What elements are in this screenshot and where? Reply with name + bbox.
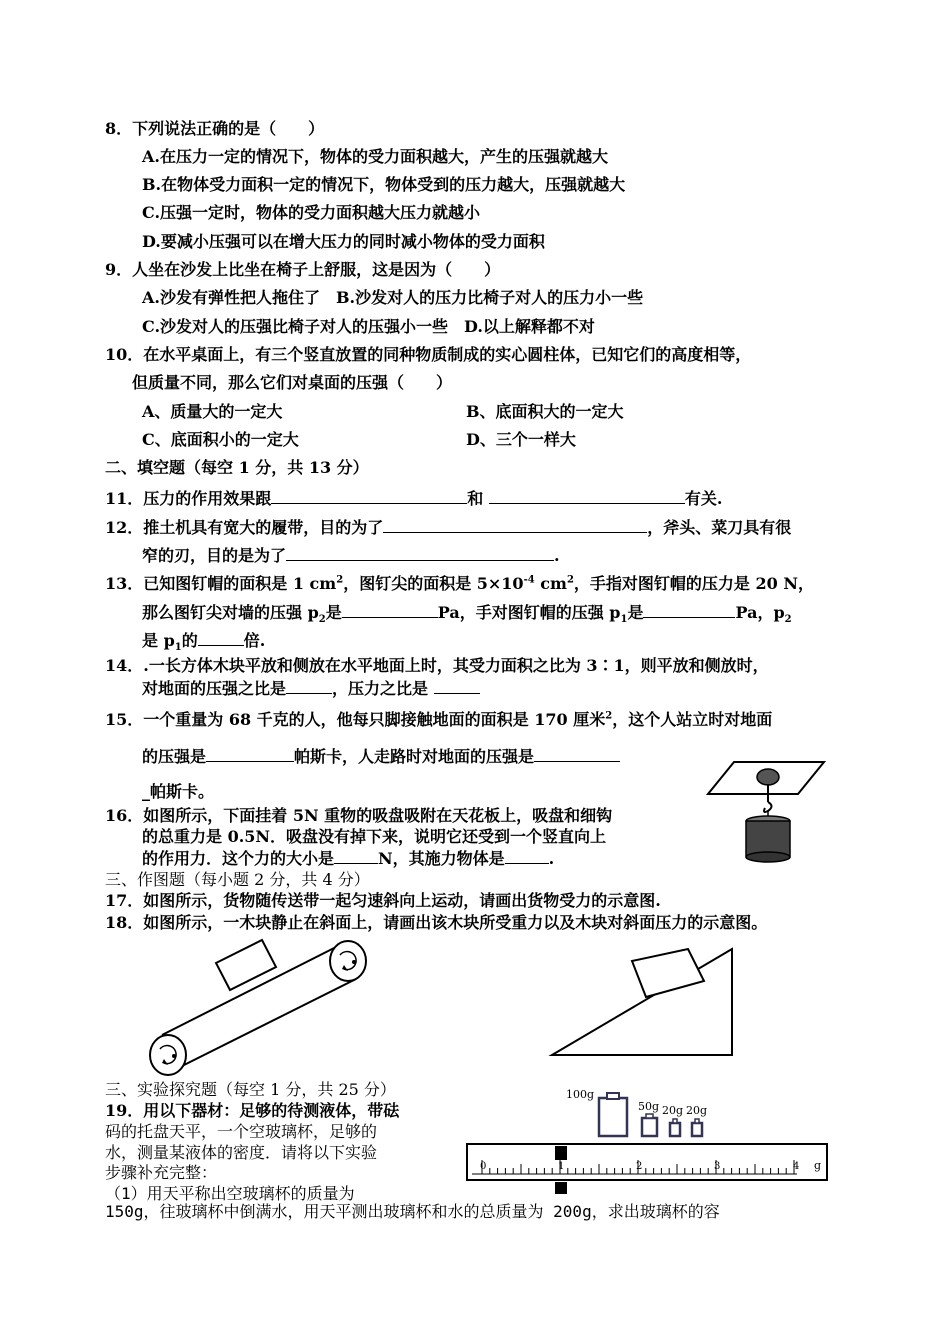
q12-text-3: 窄的刃，目的是为了 [142, 546, 287, 565]
scale-label: 3 [714, 1161, 721, 1172]
scale-label: 2 [636, 1161, 643, 1172]
q10-option-c: C、底面积小的一定大 [142, 430, 299, 449]
q9-options-ab: A.沙发有弹性把人拖住了 B.沙发对人的压力比椅子对人的压力小一些 [142, 288, 644, 307]
q16-line3 [142, 848, 554, 869]
q15-text: 帕斯卡，人走路时对地面的压强是 [294, 747, 535, 766]
q19-line2: 码的托盘天平，一个空玻璃杯，足够的 [105, 1122, 378, 1141]
q9-options-cd: C.沙发对人的压强比椅子对人的压强小一些 D.以上解释都不对 [142, 317, 595, 336]
q13-text: 的 [181, 631, 198, 650]
q13-sub: 1 [174, 642, 182, 654]
q14-text: ，压力之比是 [332, 679, 429, 698]
q16-text: N，其施力物体是 [378, 849, 505, 868]
q10-option-d: D、三个一样大 [466, 430, 576, 449]
scale-label: 4 [793, 1161, 800, 1172]
q11-blank-2[interactable] [489, 488, 685, 504]
q12-line1 [105, 517, 791, 538]
q19-line3: 水，测量某液体的密度．请将以下实验 [105, 1143, 378, 1162]
q15-line2 [142, 746, 620, 767]
q19-line4: 步骤补充完整： [105, 1163, 218, 1182]
q15-blank-1[interactable] [206, 746, 294, 762]
weight-label: 20g [662, 1104, 684, 1117]
q13-text: cm [534, 574, 567, 593]
q13-text: Pa，p [735, 603, 785, 622]
q16-blank-2[interactable] [505, 848, 549, 864]
q13-sup: 2 [336, 574, 344, 586]
q8-option-a: A.在压力一定的情况下，物体的受力面积越大，产生的压强就越大 [142, 147, 608, 166]
q8-option-d: D.要减小压强可以在增大压力的同时减小物体的受力面积 [142, 232, 545, 251]
q16-blank-1[interactable] [334, 848, 378, 864]
q13-text: 是 [627, 603, 644, 622]
q12-text-4: . [554, 546, 560, 565]
q13-text: ，图钉尖的面积是 5×10 [343, 574, 524, 593]
q14-blank-2[interactable] [434, 678, 480, 694]
q13-line3 [142, 630, 266, 654]
scale-label: 1 [558, 1161, 565, 1172]
scale-unit: g [814, 1159, 822, 1172]
q8-stem: 8．下列说法正确的是（ ） [105, 119, 325, 138]
q13-text: 那么图钉尖对墙的压强 p [142, 603, 319, 622]
q15-line1 [105, 710, 772, 730]
q19-line6: 150g，往玻璃杯中倒满水，用天平测出玻璃杯和水的总质量为 200g，求出玻璃杯的容 [105, 1202, 720, 1221]
q11-line [105, 488, 722, 509]
q16-text: 的作用力．这个力的大小是 [142, 849, 335, 868]
q13-text: 是 p [142, 631, 175, 650]
q11-text-2: 和 [467, 489, 484, 508]
q13-blank-2[interactable] [643, 602, 735, 618]
q13-blank-1[interactable] [342, 602, 438, 618]
q11-text-3: 有关. [684, 489, 723, 508]
q10-stem-line1: 10．在水平桌面上，有三个竖直放置的同种物质制成的实心圆柱体，已知它们的高度相等， [105, 345, 752, 364]
q13-text: 13．已知图钉帽的面积是 1 cm [105, 574, 337, 593]
q16-text: . [548, 849, 555, 868]
weight-label: 50g [638, 1100, 660, 1113]
q10-option-a: A、质量大的一定大 [142, 402, 283, 421]
q10-stem-line2: 但质量不同，那么它们对桌面的压强（ ） [132, 373, 453, 392]
section-fill-in-title: 二、填空题（每空 1 分，共 13 分） [105, 458, 369, 477]
q12-text-1: 12．推土机具有宽大的履带，目的为了 [105, 518, 384, 537]
q12-blank-1[interactable] [383, 517, 647, 533]
q15-line3: _帕斯卡。 [142, 782, 215, 801]
section-drawing-title: 三、作图题（每小题 2 分，共 4 分） [105, 870, 370, 889]
section-experiment-title: 三、实验探究题（每空 1 分，共 25 分） [105, 1080, 396, 1099]
q13-sup: -4 [523, 574, 535, 586]
q18-text: 18．如图所示，一木块静止在斜面上，请画出该木块所受重力以及木块对斜面压力的示意图。 [105, 913, 768, 932]
q13-line2 [142, 602, 792, 626]
q10-option-b: B、底面积大的一定大 [466, 402, 624, 421]
q13-line1 [105, 574, 814, 594]
q15-text: 15．一个重量为 68 千克的人，他每只脚接触地面的面积是 170 厘米 [105, 710, 606, 729]
conveyor-belt-figure [140, 935, 374, 1080]
q13-text: 倍. [243, 631, 266, 650]
q8-option-b: B.在物体受力面积一定的情况下，物体受到的压力越大，压强就越大 [142, 175, 626, 194]
q11-blank-1[interactable] [271, 488, 467, 504]
q9-stem: 9．人坐在沙发上比坐在椅子上舒服，这是因为（ ） [105, 260, 501, 279]
q13-sup: 2 [566, 574, 574, 586]
q13-text: ，手指对图钉帽的压力是 20 N， [573, 574, 814, 593]
q15-text: ，这个人站立时对地面 [612, 710, 773, 729]
q17-text: 17．如图所示，货物随传送带一起匀速斜向上运动，请画出货物受力的示意图. [105, 891, 661, 910]
q14-text: 对地面的压强之比是 [142, 679, 287, 698]
scale-label: 0 [480, 1161, 487, 1172]
q14-line2 [142, 678, 480, 699]
rider-marker [555, 1146, 567, 1160]
q19-line5: （1）用天平称出空玻璃杯的质量为 [105, 1184, 355, 1203]
incline-block-figure [546, 945, 736, 1059]
q13-sub: 2 [784, 614, 792, 626]
q16-line1: 16．如图所示，下面挂着 5N 重物的吸盘吸附在天花板上，吸盘和细钩 [105, 806, 613, 825]
q14-blank-1[interactable] [286, 678, 332, 694]
q15-sup: 2 [605, 710, 613, 722]
weight-label: 20g [686, 1104, 708, 1117]
q14-line1: 14．.一长方体木块平放和侧放在水平地面上时，其受力面积之比为 3∶1，则平放和侧放时， [105, 656, 769, 675]
weight-label: 100g [566, 1088, 595, 1101]
rider-marker-lower [555, 1182, 567, 1194]
q13-blank-3[interactable] [198, 630, 244, 646]
q13-text: Pa，手对图钉帽的压强 p [437, 603, 621, 622]
q12-blank-2[interactable] [286, 545, 554, 561]
q13-text: 是 [325, 603, 342, 622]
suction-cup-figure [706, 758, 826, 864]
q16-line2: 的总重力是 0.5N．吸盘没有掉下来，说明它还受到一个竖直向上 [142, 827, 607, 846]
q12-line2 [142, 545, 560, 566]
balance-drawing [462, 1082, 834, 1200]
q12-text-2: ，斧头、菜刀具有很 [647, 518, 792, 537]
balance-figure [462, 1082, 834, 1200]
q13-sub: 1 [620, 614, 628, 626]
q8-option-c: C.压强一定时，物体的受力面积越大压力就越小 [142, 203, 481, 222]
q15-blank-2[interactable] [534, 746, 620, 762]
q13-sub: 2 [318, 614, 326, 626]
q19-line1: 19．用以下器材：足够的待测液体，带砝 [105, 1101, 400, 1120]
q15-text: 的压强是 [142, 747, 207, 766]
q11-text-1: 11．压力的作用效果跟 [105, 489, 272, 508]
